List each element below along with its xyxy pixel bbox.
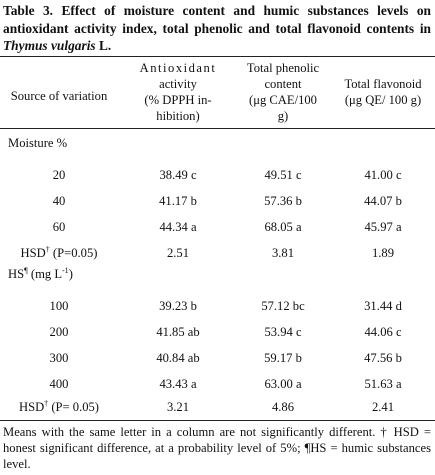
humic-group-label [8,266,73,282]
table-cell: 68.05 a [264,220,302,234]
bottom-rule [0,420,435,421]
table-cell: 41.00 c [364,168,402,182]
header-antioxidant-line: Antioxidant [139,61,217,75]
hsd-prob: (P=0.05) [49,246,98,260]
header-antioxidant-line: hibition) [156,109,200,123]
table-caption [3,2,431,55]
header-antioxidant-line: activity [159,77,197,91]
hs-unit: (mg L [27,267,63,281]
table-cell: 4.86 [271,400,295,414]
hsd-text: HSD [18,400,45,414]
header-flavonoid-line: Total flavonoid [344,77,422,91]
table-row-source: 400 [49,377,69,391]
table-cell: 44.06 c [364,325,402,339]
table-cell: 2.51 [166,246,190,260]
table-cell: 2.41 [371,400,395,414]
table-cell: 3.21 [166,400,190,414]
header-phenolic-line: content [264,77,302,91]
table-cell: 38.49 c [159,168,197,182]
hs-unit-exp: -1 [62,265,69,275]
caption-label: Table 3. [3,3,54,18]
header-flavonoid-line: (μg QE/ 100 g) [344,93,422,107]
table-cell: 44.07 b [364,194,402,208]
table-cell: 59.17 b [264,351,302,365]
table-row-source: 60 [52,220,66,234]
header-source: Source of variation [10,89,108,103]
hsd-dagger: † [45,244,50,254]
table-cell: 44.34 a [159,220,197,234]
table-cell: 63.00 a [264,377,302,391]
caption-species: Thymus vulgaris [3,38,96,53]
caption-author: L. [99,38,112,53]
header-flavonoid [332,76,434,108]
table-cell: 49.51 c [264,168,302,182]
table-cell: 57.36 b [264,194,302,208]
table-cell: 51.63 a [364,377,402,391]
hsd-prob: (P= 0.05) [48,400,100,414]
table-cell: 53.94 c [264,325,302,339]
table-footnote: Means with the same letter in a column are not significantly different. † HSD = honest significant difference, at a probability level of 5%; ¶HS = humic substances level. [3,425,431,471]
table-cell: 41.85 ab [156,325,200,339]
hs-mark: ¶ [24,265,28,275]
table-cell: 41.17 b [159,194,197,208]
table-row-source: 40 [52,194,66,208]
hs-unit-close: ) [68,267,73,281]
top-rule [0,56,435,57]
table-row-source: 200 [49,325,69,339]
header-antioxidant [122,60,234,124]
header-phenolic [234,60,332,124]
table-row-source: 20 [52,168,66,182]
header-phenolic-line: g) [277,109,289,123]
table-cell: 57.12 bc [261,299,305,313]
table-cell: 47.56 b [364,351,402,365]
hsd-text: HSD [20,246,46,260]
hsd-dagger: † [44,398,49,408]
header-rule [0,128,435,129]
table-cell: 40.84 ab [156,351,200,365]
header-phenolic-line: (μg CAE/100 [249,93,317,107]
humic-hsd-label [4,399,114,415]
table-cell: 3.81 [271,246,295,260]
caption-text: Effect of moisture content and humic substances levels on antioxidant activity index, total phenolic and total flavonoid contents in [3,3,431,36]
table-cell: 1.89 [371,246,395,260]
table-cell: 45.97 a [364,220,402,234]
table-cell: 39.23 b [159,299,197,313]
header-antioxidant-line: (% DPPH in- [144,93,212,107]
table-row-source: 300 [49,351,69,365]
table-row-source: 100 [49,299,69,313]
header-phenolic-line: Total phenolic [246,61,320,75]
table-cell: 43.43 a [159,377,197,391]
hs-text: HS [8,267,25,281]
moisture-group-label: Moisture % [8,136,68,150]
table-cell: 31.44 d [364,299,402,313]
moisture-hsd-label [4,245,114,261]
